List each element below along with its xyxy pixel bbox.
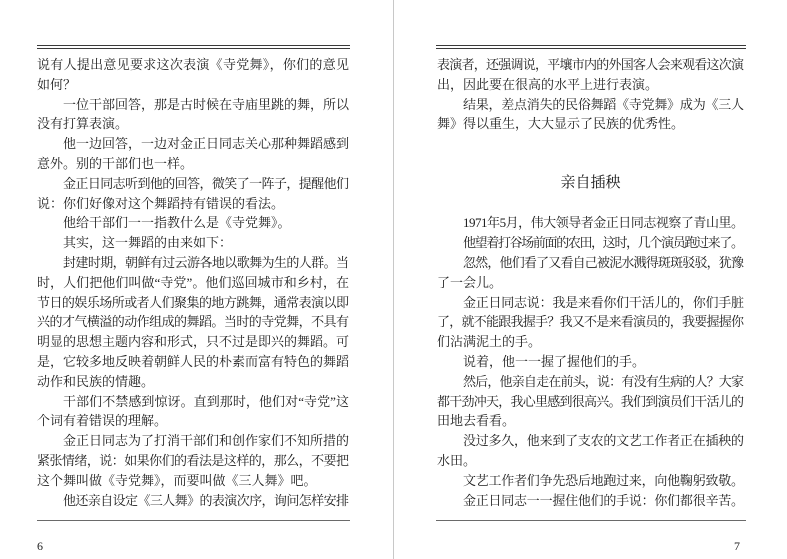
text-line: 金正日同志一一握住他们的手说：你们都很辛苦。 — [463, 492, 744, 508]
text-line: 金正日同志为了打消干部们和创作家们不知所措的 — [63, 433, 349, 449]
paragraph — [437, 431, 744, 471]
page-number: 7 — [734, 539, 740, 553]
text-line: 出，因此要在很高的水平上进行表演。 — [437, 76, 659, 92]
text-line: 没过多久，他来到了支农的文艺工作者正在插秧的 — [463, 433, 744, 449]
text-line: 忽然，他们看了又看自己被泥水溅得斑斑驳驳，犹豫 — [463, 254, 744, 270]
text-line: 干部们不禁感到惊讶。直到那时，他们对“寺党”这 — [63, 393, 350, 409]
text-line: 然后，他亲自走在前头，说：有没有生病的人？大家 — [463, 373, 744, 389]
text-line: 紧张情绪，说：如果你们的看法是这样的，那么，不要把 — [37, 452, 349, 468]
section-heading: 亲自插秧 — [560, 174, 621, 191]
text-line: 这个舞叫做《寺党舞》，而要叫做《三人舞》吧。 — [37, 472, 317, 488]
header-rule — [37, 45, 350, 49]
paragraph — [437, 352, 744, 372]
paragraph — [37, 253, 349, 392]
text-line: 文艺工作者们争先恐后地跑过来，向他鞠躬致敬。 — [463, 472, 744, 488]
paragraph — [37, 392, 349, 432]
paragraph — [437, 253, 744, 293]
footer-rule — [436, 520, 746, 521]
paragraph — [37, 134, 349, 174]
text-line: 是，它较多地反映着朝鲜人民的朴素而富有特色的舞蹈 — [37, 353, 349, 369]
text-line: 兴的才气横溢的动作组成的舞蹈。当时的寺党舞，不具有 — [37, 314, 349, 330]
text-line: 他还亲自设定《三人舞》的表演次序，询问怎样安排 — [63, 492, 349, 508]
text-line: 他一边回答，一边对金正日同志关心那种舞蹈感到 — [63, 136, 349, 152]
text-line: 金正日同志听到他的回答，微笑了一阵子，提醒他们 — [63, 175, 349, 191]
paragraph — [37, 233, 349, 253]
text-line: 他望着打谷场前面的农田，这时，几个演员跑过来了。 — [463, 235, 743, 251]
paragraph — [37, 213, 349, 233]
paragraph — [437, 55, 744, 95]
text-line: 们沾满泥土的手。 — [437, 334, 542, 350]
text-line: 田地去看看。 — [437, 413, 516, 429]
paragraph — [437, 491, 744, 511]
text-line: 说：你们好像对这个舞蹈持有错误的看法。 — [37, 195, 285, 211]
page-body-text — [37, 55, 349, 510]
text-line: 舞》得以重生，大大显示了民族的优秀性。 — [437, 116, 685, 132]
text-line: 明显的思想主题内容和形式，只不过是即兴的舞蹈。可 — [37, 334, 349, 350]
text-line: 说着，他一一握了握他们的手。 — [463, 353, 646, 369]
text-line: 如何？ — [37, 76, 77, 92]
paragraph — [37, 95, 349, 135]
text-line: 表演者，还强调说，平壤市内的外国客人会来观看这次演 — [437, 57, 744, 72]
text-line: 个词有着错误的理解。 — [37, 413, 168, 429]
text-line: 了一会儿。 — [437, 274, 503, 290]
text-line: 了，就不能跟我握手？我又不是来看演员的，我要握握你 — [437, 314, 744, 330]
text-line: 节日的娱乐场所或者人们聚集的地方跳舞，通常表演以即 — [37, 294, 349, 310]
paragraph — [437, 372, 744, 431]
text-line: 金正日同志说：我是来看你们干活儿的，你们手脏 — [463, 294, 744, 310]
text-line: 结果，差点消失的民俗舞蹈《寺党舞》成为《三人 — [463, 96, 744, 112]
paragraph — [437, 471, 744, 491]
text-line: 封建时期，朝鲜有过云游各地以歌舞为生的人群。当 — [63, 254, 349, 270]
text-line: 都干劲冲天，我心里感到很高兴。我们到演员们干活儿的 — [437, 393, 744, 409]
text-line: 没有打算表演。 — [37, 116, 129, 132]
text-line: 时，人们把他们叫做“寺党”。他们巡回城市和乡村，在 — [37, 274, 350, 290]
text-line: 他给干部们一一指教什么是《寺党舞》。 — [63, 215, 291, 231]
page-number: 6 — [37, 539, 43, 553]
right-page — [394, 0, 787, 559]
paragraph — [37, 491, 349, 511]
text-line: 其实，这一舞蹈的由来如下： — [63, 235, 233, 251]
text-line: 动作和民族的情趣。 — [37, 373, 155, 389]
text-line: 意外。别的干部们也一样。 — [37, 155, 194, 171]
paragraph — [437, 95, 744, 135]
left-page — [0, 0, 393, 559]
paragraph — [37, 431, 349, 490]
paragraph — [437, 233, 744, 253]
text-line: 说有人提出意见要求这次表演《寺党舞》，你们的意见 — [37, 57, 350, 72]
paragraph — [437, 293, 744, 352]
page-body-text — [437, 55, 744, 510]
text-line: 水田。 — [437, 452, 477, 468]
paragraph — [437, 213, 744, 233]
header-rule — [436, 45, 746, 49]
footer-rule — [37, 520, 350, 521]
text-line: 一位干部回答，那是古时候在寺庙里跳的舞，所以 — [63, 96, 349, 112]
text-line: 1971年5月，伟大领导者金正日同志视察了青山里。 — [463, 215, 744, 231]
paragraph — [37, 55, 349, 95]
paragraph — [37, 174, 349, 214]
